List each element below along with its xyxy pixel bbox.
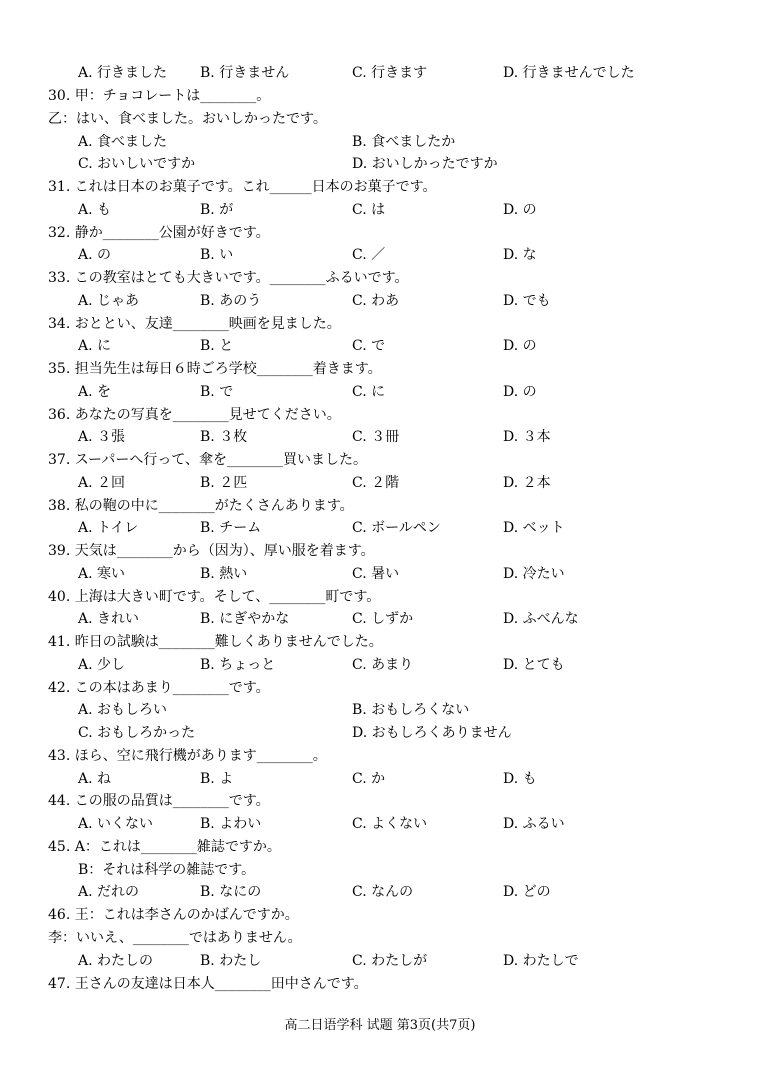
question-line: 43. ほら、空に飛行機があります________。 xyxy=(48,748,327,764)
option-choice: B. よわい xyxy=(200,816,262,832)
option-choice: C. か xyxy=(352,771,386,787)
options-row xyxy=(0,768,760,790)
option-choice: B. が xyxy=(200,202,234,218)
page-footer: 高二日语学科 试题 第3页(共7页) xyxy=(284,1018,476,1033)
question-line: 34. おととい、友達________映画を見ました。 xyxy=(48,316,341,332)
options-row xyxy=(0,153,760,175)
question-line: 乙：はい、食べました。おいしかったです。 xyxy=(48,111,327,127)
option-choice: C. おいしいですか xyxy=(78,156,196,172)
option-choice: C. あまり xyxy=(352,657,414,673)
options-row xyxy=(0,290,760,312)
options-row xyxy=(0,722,760,744)
option-choice: D. おいしかったですか xyxy=(352,156,498,172)
options-row xyxy=(0,654,760,676)
option-choice: D. おもしろくありません xyxy=(352,725,512,741)
option-choice: A. ね xyxy=(78,771,112,787)
options-row xyxy=(0,563,760,585)
option-choice: A. 食べました xyxy=(78,134,168,150)
question-line: 44. この服の品質は________です。 xyxy=(48,793,270,809)
question-line: 46. 王：これは李さんのかばんですか。 xyxy=(48,907,299,923)
option-choice: B. わたし xyxy=(200,953,262,969)
option-choice: B. 行きません xyxy=(200,65,290,81)
option-choice: A. トイレ xyxy=(78,520,139,536)
option-choice: C. しずか xyxy=(352,611,414,627)
option-choice: D. わたしで xyxy=(503,953,579,969)
option-choice: C. に xyxy=(352,384,386,400)
question-line: 42. この本はあまり________です。 xyxy=(48,680,270,696)
option-choice: A. 少し xyxy=(78,657,126,673)
option-choice: C. おもしろかった xyxy=(78,725,196,741)
option-choice: C. は xyxy=(352,202,386,218)
option-choice: D. な xyxy=(503,247,537,263)
option-choice: B. にぎやかな xyxy=(200,611,290,627)
option-choice: A. に xyxy=(78,338,112,354)
option-choice: B. 熱い xyxy=(200,566,248,582)
option-choice: C. ／ xyxy=(352,247,386,263)
question-line: 36. あなたの写真を________見せてください。 xyxy=(48,407,341,423)
question-line: 41. 昨日の試験は________難しくありませんでした。 xyxy=(48,634,383,650)
option-choice: A. じゃあ xyxy=(78,293,140,309)
question-line: 47. 王さんの友達は日本人________田中さんです。 xyxy=(48,976,368,992)
option-choice: C. 暑い xyxy=(352,566,400,582)
question-line: 35. 担当先生は毎日６時ごろ学校________着きます。 xyxy=(48,361,382,377)
option-choice: A. も xyxy=(78,202,112,218)
question-line: 33. この教室はとても大きいです。________ふるいです。 xyxy=(48,270,409,286)
options-row xyxy=(0,813,760,835)
option-choice: C. ３冊 xyxy=(352,429,400,445)
question-line: 40. 上海は大きい町です。そして、________町です。 xyxy=(48,589,381,605)
options-row xyxy=(0,426,760,448)
options-row xyxy=(0,62,760,84)
options-row xyxy=(0,517,760,539)
option-choice: C. わあ xyxy=(352,293,400,309)
option-choice: D. どの xyxy=(503,884,551,900)
options-row xyxy=(0,199,760,221)
option-choice: B. あのう xyxy=(200,293,262,309)
option-choice: B. チーム xyxy=(200,520,262,536)
options-row xyxy=(0,950,760,972)
options-row xyxy=(0,381,760,403)
option-choice: A. の xyxy=(78,247,112,263)
option-choice: C. わたしが xyxy=(352,953,428,969)
option-choice: B. 食べましたか xyxy=(352,134,456,150)
options-row xyxy=(0,131,760,153)
option-choice: B. ３枚 xyxy=(200,429,248,445)
option-choice: D. でも xyxy=(503,293,551,309)
option-choice: A. ２回 xyxy=(78,475,126,491)
options-row xyxy=(0,699,760,721)
option-choice: A. いくない xyxy=(78,816,154,832)
option-choice: D. ベット xyxy=(503,520,565,536)
question-line: 39. 天気は________から（因为）、厚い服を着ます。 xyxy=(48,543,375,559)
option-choice: D. も xyxy=(503,771,537,787)
option-choice: A. わたしの xyxy=(78,953,154,969)
question-line: 45. A：これは________雑誌ですか。 xyxy=(48,839,281,855)
option-choice: D. の xyxy=(503,384,537,400)
options-row xyxy=(0,244,760,266)
question-line: 38. 私の鞄の中に________がたくさんあります。 xyxy=(48,498,354,514)
question-line: 李：いいえ、________ではありません。 xyxy=(48,930,302,946)
question-line: 32. 静か________公園が好きです。 xyxy=(48,225,270,241)
option-choice: B. と xyxy=(200,338,234,354)
option-choice: D. の xyxy=(503,202,537,218)
option-choice: A. を xyxy=(78,384,112,400)
option-choice: A. 寒い xyxy=(78,566,126,582)
option-choice: C. 行きます xyxy=(352,65,428,81)
options-row xyxy=(0,472,760,494)
option-choice: D. 行きませんでした xyxy=(503,65,635,81)
option-choice: A. だれの xyxy=(78,884,140,900)
question-line: 37. スーパーへ行って、傘を________買いました。 xyxy=(48,452,368,468)
option-choice: B. い xyxy=(200,247,234,263)
question-line: 30. 甲：チョコレートは________。 xyxy=(48,88,271,104)
question-line: B：それは科学の雑誌です。 xyxy=(78,862,256,878)
question-line: 31. これは日本のお菓子です。これ______日本のお菓子です。 xyxy=(48,179,437,195)
option-choice: D. ふるい xyxy=(503,816,565,832)
option-choice: C. よくない xyxy=(352,816,428,832)
options-row xyxy=(0,881,760,903)
option-choice: B. おもしろくない xyxy=(352,702,470,718)
option-choice: C. で xyxy=(352,338,386,354)
option-choice: C. ２階 xyxy=(352,475,400,491)
option-choice: B. ちょっと xyxy=(200,657,276,673)
option-choice: D. ３本 xyxy=(503,429,551,445)
options-row xyxy=(0,608,760,630)
option-choice: A. きれい xyxy=(78,611,140,627)
option-choice: B. なにの xyxy=(200,884,262,900)
option-choice: C. ボールペン xyxy=(352,520,441,536)
option-choice: D. ２本 xyxy=(503,475,551,491)
option-choice: C. なんの xyxy=(352,884,414,900)
option-choice: D. ふべんな xyxy=(503,611,579,627)
option-choice: D. とても xyxy=(503,657,565,673)
option-choice: D. の xyxy=(503,338,537,354)
option-choice: A. ３張 xyxy=(78,429,126,445)
option-choice: B. よ xyxy=(200,771,234,787)
option-choice: B. で xyxy=(200,384,234,400)
options-row xyxy=(0,335,760,357)
option-choice: D. 冷たい xyxy=(503,566,565,582)
option-choice: A. おもしろい xyxy=(78,702,168,718)
option-choice: A. 行きました xyxy=(78,65,168,81)
option-choice: B. ２匹 xyxy=(200,475,248,491)
